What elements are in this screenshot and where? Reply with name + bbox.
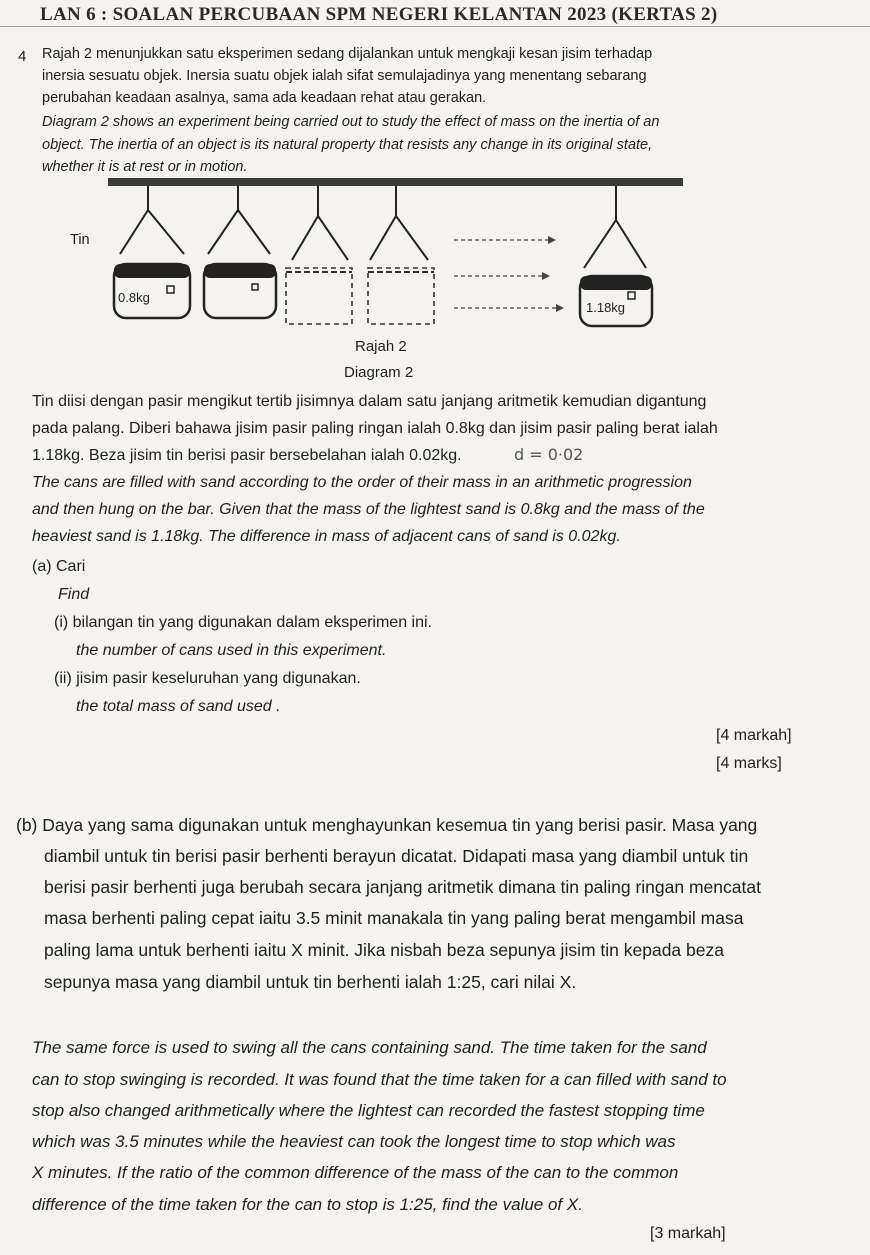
para-en-line-3: heaviest sand is 1.18kg. The difference in mass of adjacent cans of sand is 0.02kg. — [32, 528, 621, 545]
part-b-ms-line-5: paling lama untuk berhenti iaitu X minit. Jika nisbah beza sepunya jisim tin kepada beza — [44, 940, 724, 960]
can-3 — [286, 268, 352, 324]
caption-en: Diagram 2 — [344, 364, 414, 381]
part-b-marks-ms: [3 markah] — [650, 1225, 726, 1242]
part-a-marks-ms: [4 markah] — [716, 727, 792, 744]
header-rule — [0, 26, 870, 27]
part-b-en-line-3: stop also changed arithmetically where the lightest can recorded the fastest stopping time — [32, 1101, 705, 1120]
part-a-ii-ms: (ii) jisim pasir keseluruhan yang digunakan. — [54, 670, 361, 687]
diagram-2 — [56, 168, 686, 338]
intro-ms-line-2: inersia sesuatu objek. Inersia suatu objek ialah sifat semulajadinya yang menentang sebarang — [42, 68, 647, 84]
part-b-ms-line-1: (b) Daya yang sama digunakan untuk menghayunkan kesemua tin yang berisi pasir. Masa yang — [16, 815, 758, 835]
part-b-en-line-4: which was 3.5 minutes while the heaviest can took the longest time to stop which was — [32, 1132, 676, 1151]
part-a-label-en: Find — [58, 586, 90, 603]
paper-header: LAN 6 : SOALAN PERCUBAAN SPM NEGERI KELANTAN 2023 (KERTAS 2) — [40, 4, 718, 25]
intro-en-line-3: whether it is at rest or in motion. — [42, 159, 248, 175]
part-b-en-line-5: X minutes. If the ratio of the common difference of the mass of the can to the common — [32, 1163, 679, 1182]
part-b-ms-line-6: sepunya masa yang diambil untuk tin berhenti ialah 1:25, cari nilai X. — [44, 972, 577, 992]
intro-en-line-1: Diagram 2 shows an experiment being carried out to study the effect of mass on the inertia of an — [42, 114, 660, 130]
intro-en-line-2: object. The inertia of an object is its natural property that resists any change in its original state, — [42, 137, 653, 153]
part-b-en-line-1: The same force is used to swing all the cans containing sand. The time taken for the sand — [32, 1038, 707, 1057]
tin-label: Tin — [70, 232, 90, 248]
can-1-string — [120, 186, 148, 254]
question-number: 4 — [18, 48, 27, 65]
can-last-string — [584, 186, 616, 268]
can-3-string — [292, 186, 318, 260]
hanging-bar — [108, 178, 683, 186]
part-b-ms-line-4: masa berhenti paling cepat iaitu 3.5 minit manakala tin yang paling berat mengambil masa — [44, 908, 744, 928]
intro-ms-line-1: Rajah 2 menunjukkan satu eksperimen sedang dijalankan untuk mengkaji kesan jisim terhadap — [42, 46, 653, 62]
part-a-ii-en: the total mass of sand used . — [76, 698, 281, 715]
caption-ms: Rajah 2 — [355, 338, 407, 355]
part-a-i-en: the number of cans used in this experiment. — [76, 642, 387, 659]
part-b-ms-line-3: berisi pasir berhenti juga berubah secara janjang aritmetik dimana tin paling ringan mencatat — [44, 877, 761, 897]
para-ms-line-3: 1.18kg. Beza jisim tin berisi pasir bersebelahan ialah 0.02kg. — [32, 447, 462, 464]
first-can-mass: 0.8kg — [118, 290, 150, 305]
last-can-mass: 1.18kg — [586, 300, 626, 315]
part-b-ms-line-2: diambil untuk tin berisi pasir berhenti berayun dicatat. Didapati masa yang diambil untuk tin — [44, 846, 749, 866]
part-a-marks-en: [4 marks] — [716, 755, 782, 772]
handwritten-note: d = 0·02 — [514, 445, 584, 464]
para-ms-line-1: Tin diisi dengan pasir mengikut tertib jisimnya dalam satu janjang aritmetik kemudian digantung — [32, 393, 707, 410]
part-a-i-ms: (i) bilangan tin yang digunakan dalam eksperimen ini. — [54, 614, 432, 631]
part-b-en-line-2: can to stop swinging is recorded. It was found that the time taken for a can filled with sand to — [32, 1070, 727, 1089]
can-4-string — [370, 186, 396, 260]
part-b-en-line-6: difference of the time taken for the can to stop is 1:25, find the value of X. — [32, 1195, 583, 1214]
can-2-string — [208, 186, 238, 254]
part-a-label-ms: (a) Cari — [32, 558, 86, 575]
intro-ms-line-3: perubahan keadaan asalnya, sama ada keadaan rehat atau gerakan. — [42, 90, 487, 106]
para-en-line-2: and then hung on the bar. Given that the mass of the lightest sand is 0.8kg and the mass of the — [32, 501, 705, 518]
para-en-line-1: The cans are filled with sand according to the order of their mass in an arithmetic progression — [32, 474, 692, 491]
para-ms-line-2: pada palang. Diberi bahawa jisim pasir paling ringan ialah 0.8kg dan jisim pasir paling berat ialah — [32, 420, 718, 437]
can-4 — [368, 268, 434, 324]
